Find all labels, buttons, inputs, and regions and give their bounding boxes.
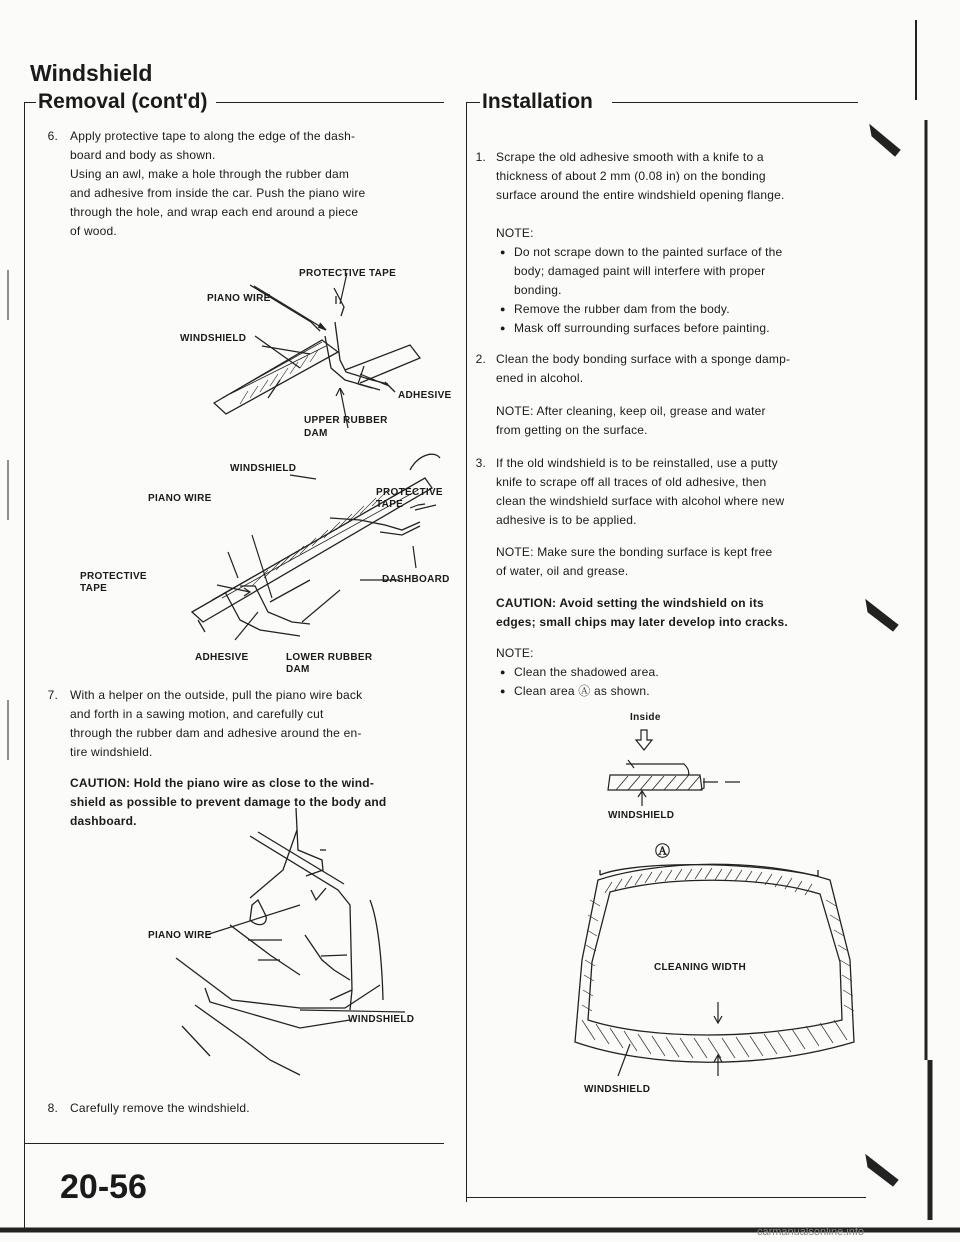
label-windshield: WINDSHIELD [180, 333, 247, 344]
install-step-3-line: knife to scrape off all traces of old adhesive, then [496, 475, 767, 489]
label-protective-tape-left: PROTECTIVE [80, 571, 147, 582]
install-step-2-number: 2. [475, 352, 486, 366]
step-6-line: through the hole, and wrap each end around a piece [70, 205, 359, 219]
label-protective-tape: PROTECTIVE TAPE [299, 268, 397, 279]
label-area-a: Ⓐ [655, 843, 671, 860]
caution-line: dashboard. [70, 814, 137, 828]
caution-line: CAUTION: Avoid setting the windshield on its [496, 596, 764, 610]
caution-line: CAUTION: Hold the piano wire as close to the wind- [70, 776, 375, 790]
note-bullet-line: body; damaged paint will interfere with proper [514, 264, 766, 278]
note-bullet-line: ● Mask off surrounding surfaces before painting. [514, 321, 770, 335]
label-upper-rubber-dam-2: DAM [304, 428, 328, 439]
page-title: Windshield [30, 60, 153, 86]
label-adhesive: ADHESIVE [398, 390, 452, 401]
install-step-3-line: clean the windshield surface with alcohol where new [496, 494, 785, 508]
label-windshield: WINDSHIELD [584, 1084, 651, 1095]
install-step-1-line: thickness of about 2 mm (0.08 in) on the bonding [496, 169, 766, 183]
label-piano-wire: PIANO WIRE [148, 930, 212, 941]
label-dashboard: DASHBOARD [382, 574, 450, 585]
note-bullet-line: ● Clean the shadowed area. [514, 665, 659, 679]
note-bullet-line: ● Do not scrape down to the painted surface of the [514, 245, 783, 259]
install-step-3-line: If the old windshield is to be reinstalled, use a putty [496, 456, 778, 470]
label-adhesive: ADHESIVE [195, 652, 249, 663]
step-7-line: tire windshield. [70, 745, 153, 759]
step-6-line: board and body as shown. [70, 148, 216, 162]
install-step-1-line: Scrape the old adhesive smooth with a knife to a [496, 150, 764, 164]
installation-heading: Installation [482, 90, 593, 113]
install-step-2-line: ened in alcohol. [496, 371, 584, 385]
caution-line: shield as possible to prevent damage to the body and [70, 795, 387, 809]
label-piano-wire: PIANO WIRE [148, 493, 212, 504]
note-line: NOTE: After cleaning, keep oil, grease and water [496, 404, 766, 418]
removal-heading: Removal (cont'd) [38, 90, 208, 113]
label-protective-tape-right-2: TAPE [376, 499, 404, 510]
note-bullet-line: ● Clean area Ⓐ as shown. [514, 684, 650, 698]
note-bullet-line: ● Remove the rubber dam from the body. [514, 302, 730, 316]
label-lower-rubber-dam-2: DAM [286, 664, 310, 675]
step-7-line: through the rubber dam and adhesive around the en- [70, 726, 362, 740]
caution-line: edges; small chips may later develop into cracks. [496, 615, 788, 629]
step-7-number: 7. [47, 688, 58, 702]
label-windshield: WINDSHIELD [608, 810, 675, 821]
install-step-1-number: 1. [475, 150, 486, 164]
label-protective-tape-left-2: TAPE [80, 583, 108, 594]
install-step-3-number: 3. [475, 456, 486, 470]
label-windshield: WINDSHIELD [230, 463, 297, 474]
install-step-2-line: Clean the body bonding surface with a sponge damp- [496, 352, 791, 366]
label-protective-tape-right: PROTECTIVE [376, 487, 443, 498]
label-piano-wire: PIANO WIRE [207, 293, 271, 304]
label-upper-rubber-dam: UPPER RUBBER [304, 415, 388, 426]
note-line: from getting on the surface. [496, 423, 648, 437]
step-6-line: Apply protective tape to along the edge of the dash- [70, 129, 356, 143]
note-line: NOTE: Make sure the bonding surface is kept free [496, 545, 773, 559]
step-8-number: 8. [47, 1101, 58, 1115]
step-8-text: Carefully remove the windshield. [70, 1101, 250, 1115]
note-bullet-line: bonding. [514, 283, 562, 297]
install-step-3-line: adhesive is to be applied. [496, 513, 637, 527]
step-6-number: 6. [47, 129, 58, 143]
note-label: NOTE: [496, 226, 534, 240]
label-cleaning-width: CLEANING WIDTH [654, 962, 746, 973]
step-6-line: and adhesive from inside the car. Push the piano wire [70, 186, 366, 200]
label-windshield: WINDSHIELD [348, 1014, 415, 1025]
label-inside: Inside [630, 712, 661, 723]
step-6-line: Using an awl, make a hole through the rubber dam [70, 167, 350, 181]
label-lower-rubber-dam: LOWER RUBBER [286, 652, 373, 663]
step-7-line: and forth in a sawing motion, and carefully cut [70, 707, 324, 721]
note-label: NOTE: [496, 646, 534, 660]
note-line: of water, oil and grease. [496, 564, 629, 578]
step-6-line: of wood. [70, 224, 117, 238]
watermark: carmanualsonline.info [756, 1226, 864, 1238]
install-step-1-line: surface around the entire windshield opening flange. [496, 188, 785, 202]
step-7-line: With a helper on the outside, pull the piano wire back [70, 688, 363, 702]
page-number: 20-56 [60, 1168, 147, 1206]
